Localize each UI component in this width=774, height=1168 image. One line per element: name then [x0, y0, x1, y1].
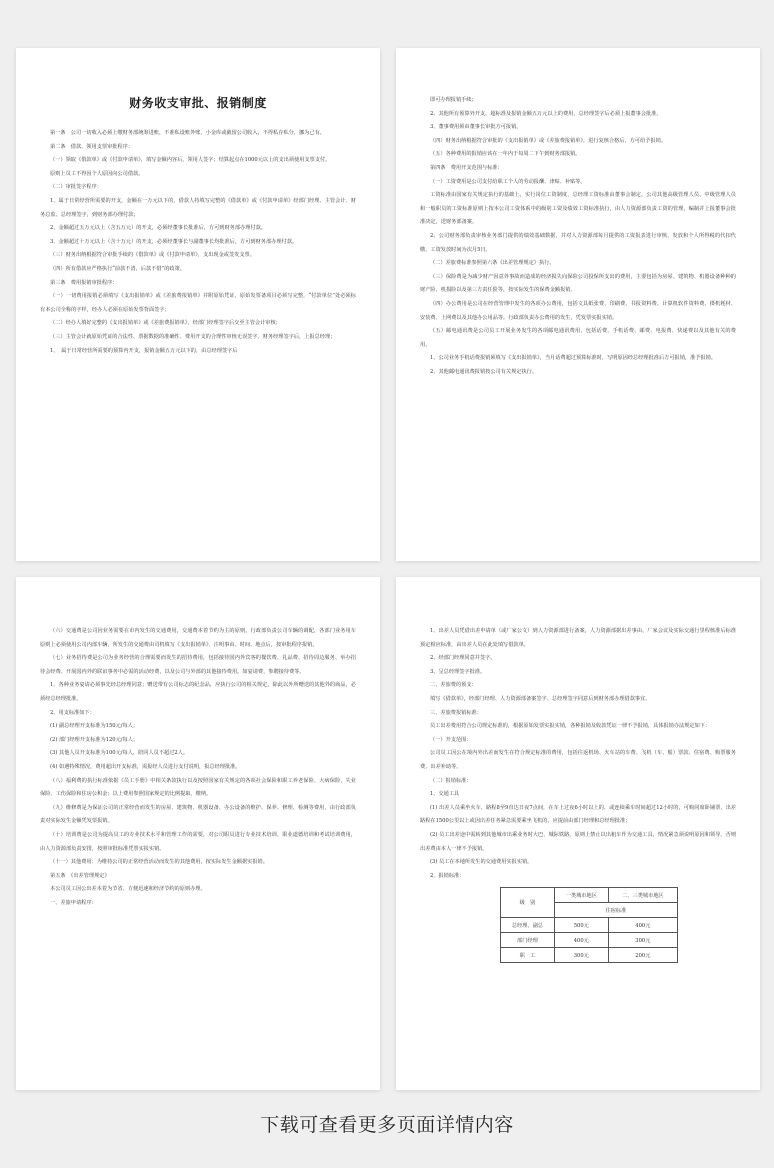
paragraph: 本公司员工因公出差本着为节省、方便迅速和经济节约的原则办理。 — [50, 886, 206, 893]
table-cell: 300元 — [608, 933, 677, 948]
reimbursement-table-wrap — [420, 887, 736, 963]
table-cell: 400元 — [554, 933, 608, 948]
paragraph: 第一条 公司一切收入必须上缴财务部统筹进账，不准私设账外账、小金库或截留公司收入，不得私存私分，挪为己有。 — [50, 130, 325, 136]
paragraph: 工资标准由国家有关规定执行的基础上，实行岗位工资制度，总经理工资标准由董事会制定，公司其他高级管理人员、中级管理人员和一般职员的工资标准原则上按本公司工资体系中的级别工资及绩效工资标准执行，由人力资源部负责工资的管理，编制并上报董事会批准决定，送财务部备案。 — [420, 192, 736, 226]
paragraph: (1) 副总经理开支标准为150元/每人； — [50, 723, 139, 730]
paragraph: （五）邮电通讯费是公司员工开展业务发生的各项邮电通讯费用，包括话费、手机话费、邮费、电报费、快递费以及其他有关的费用。 — [420, 328, 736, 348]
table-row — [501, 918, 678, 933]
paragraph: 1、 属于日常经营所需要的预算内开支，报销金额五万元以下的，由总经理签字后 — [50, 347, 238, 354]
paragraph: (1) 出差人员乘坐火车，路程8至9直达日夜7点间，在车上过夜6小时以上的，或连续乘车时间超过12小时的，可购同席卧铺票，出差路程在1500公里以上或因出差任务紧急需要乘坐飞机的，应提前由部门经理和总经理批准； — [420, 804, 736, 825]
table-header-cell: 一类城市地区 — [554, 888, 608, 903]
paragraph: 2、其他所有预算外开支，超标准及报销金额五万元以上的费用，总经理签字后必须上报董事会批准。 — [430, 110, 662, 117]
paragraph: 第五条 《出差管理规定》 — [50, 872, 110, 879]
paragraph: （二）报销标准： — [430, 777, 472, 784]
paragraph: 原则上员工不得因个人原因向公司借款。 — [50, 170, 144, 177]
paragraph: （三）保险费是为减少财产因意外事故而造成的经济损失向保险公司投保所支出的费用，主要包括为房屋、建筑物、机器设备种种的财产险、机损险以及第三方责任险等，按实际发生的保费金额报销。 — [420, 273, 736, 294]
page-2-body — [420, 94, 736, 379]
paragraph: 第三条 费用报销审批程序： — [50, 279, 118, 286]
table-subheader-cell: 住宿标准 — [554, 903, 677, 918]
reimbursement-standard-table — [500, 887, 678, 963]
paragraph: 2、经部门经理同意并签字。 — [430, 655, 496, 662]
paragraph: （六）交通费是公司因业务需要在市内发生的交通费用，交通费本着节约为主的原则，行政部负责公司车辆的调配，各部门业务用车原则上必须使用公司内部车辆，所发生的交通费由司机填写《支出报销单》，注明事由、时间、地点后，按审批程序报销。 — [40, 628, 356, 648]
paragraph: 三、差旅费报销标准： — [430, 709, 482, 716]
paragraph: （八）福利费的执行标准依据《员工手册》中相关条款执行以及按照国家有关规定的各项社会保险和职工养老保险、大病保险、失业保险、工伤保险和住房公积金；以上费用参照国家规定的比例提取、缴纳。 — [40, 777, 356, 798]
table-row — [501, 933, 678, 948]
paragraph: 2、金额超过五万元以上（含五万元）的开支，必须经董事长批准后，方可到财务部办理付款。 — [50, 225, 266, 232]
paragraph: （四）财务出纳根据符合审批的《支出报销单》或《差旅费报销单》，进行复核合格后，方可给予报销。 — [430, 137, 667, 144]
paragraph: (2) 员工出差途中需转到其他城市出乘业务时大巴、城际铁路，原则上禁止以出租车作为交通工具，情况紧急须说明原因和领导，否则出差费由本人一律不予报销。 — [420, 831, 736, 852]
document-page-3 — [16, 577, 380, 1090]
paragraph: 3、董事费用须由董事长审批方可报销。 — [430, 124, 522, 131]
document-page-2 — [396, 48, 760, 561]
paragraph: （三）财务出纳根据符合审批手续的《借款单》或《付款申请单》，支出现金或签发支票。 — [50, 252, 255, 259]
document-page-1 — [16, 48, 380, 561]
download-more-caption: 下载可查看更多页面详情内容 — [260, 1114, 514, 1136]
paragraph: （二）差旅费标准参照第六条《出差管理规定》执行。 — [430, 260, 555, 267]
paragraph: 员工出差费用符合公司规定标准的，根据原始发票实报实销，各种报销及收款凭证一律不予报销，具体报销办法规定如下： — [430, 723, 711, 730]
table-cell: 500元 — [554, 918, 608, 933]
paragraph: （三）主管会计就原始凭证的合法性、票据数据的准确性、费用开支的合理性审核无误签字，财务经理签字后，上报总经理； — [50, 333, 336, 340]
paragraph: 2、公司财务部负责审核业务部门提供的绩效基础数据，并对人力资源部每月提供的工资报表进行审核、发放和个人所得税的代扣代缴，工资发放时间为次月5日。 — [420, 232, 736, 253]
paragraph: （五）各种费用的报销应该在一年内于每周二下午到财务部报销。 — [430, 151, 581, 158]
paragraph: 1、各种业务宴请必须事先经总经理同意；赠送带有公司标志的纪念品，应执行公司的相关规定，除此以外所赠送的其他外的商品，必须经总经理批准。 — [40, 682, 356, 702]
table-cell: 职 工 — [501, 948, 555, 963]
paragraph: (3) 其他人员开支标准为100元/每人，陪同人员不超过2人。 — [50, 750, 189, 757]
page-1-body — [40, 127, 356, 358]
paragraph: （十一）其他费用：为维持公司的正常经营活动而发生的其他费用，按实际发生金额据实报销。 — [50, 859, 268, 866]
paragraph: 第四条 费用开支范围与标准： — [430, 164, 503, 171]
table-cell: 部门经理 — [501, 933, 555, 948]
paragraph: （四）办公费用是公司在经营管理中发生的各项办公费用，包括文具纸张费、印刷费、书报资料费、计算机软件资料费、摄机耗材、安装费、上网费以及其他办公用品等。行政部负责办公费用的发生，凭发票实报实销。 — [420, 300, 736, 321]
table-header-row — [501, 888, 678, 903]
paragraph: 2、报销标准： — [430, 872, 465, 879]
paragraph: 1、交通工具 — [430, 791, 460, 798]
paragraph: 公司员工因公在境内外出差而发生在符合规定标准的费用，包括往返机场、火车站的车费、飞机（车、船）票款、住宿费、购票服务费、出差补助等。 — [420, 750, 736, 770]
paragraph: (3) 员工在本地所发生的交通费用实报实销。 — [430, 859, 533, 866]
document-title: 财务收支审批、报销制度 — [129, 96, 267, 110]
paragraph: (2) 部门经理开支标准为120元/每人； — [50, 736, 139, 743]
paragraph: 2、其他邮电通讯费报销按公司有关规定执行。 — [430, 368, 538, 375]
paragraph: 1、属于日常经营所需要的开支，金额在一万元以下的，借款人持填写完整的《借款单》或《付款申请单》经部门经理、主管会计、财务总监、总经理签字，到财务部办理付款； — [40, 197, 356, 218]
table-cell: 300元 — [554, 948, 608, 963]
paragraph: （二）审批签字程序： — [50, 184, 102, 191]
paragraph: （四）所有借款应严格执行“前款不清，后款不借”的政策。 — [50, 265, 185, 272]
paragraph: 二、差旅费的预支： — [430, 682, 477, 689]
paragraph: （一）开支范围： — [430, 736, 472, 743]
table-header-cell: 二、三类城市地区 — [608, 888, 677, 903]
paragraph: （一）工资费用是公司支付给职工个人的劳动报酬、津贴、补贴等。 — [430, 178, 586, 185]
table-cell: 400元 — [608, 918, 677, 933]
paragraph: 即可办理报销手续； — [430, 97, 477, 103]
paragraph: （一）领取《借款单》或《付款申请单》，填写金额内容后，领用人签字；结算起点在1000元以上的支出须使用支票支付。 — [50, 157, 331, 164]
paragraph: 3、呈总经理签字批准。 — [430, 668, 486, 675]
paragraph: 3、金额超过十万元以上（含十万元）的开支，必须经董事长与副董事长均批准后，方可到财务部办理付款。 — [50, 238, 298, 245]
paragraph: (4) 如遇特殊情况，费用超出开支标准，需报经人员进行支付说明，报总经理批准。 — [50, 763, 241, 770]
paragraph: 一、差旅申请程序： — [50, 899, 97, 906]
page-4-body — [420, 625, 736, 883]
page-3-body — [40, 625, 356, 910]
paragraph: 1、公司业务手机话费报销须填写《支出报销单》，当月话费超过预算标准时，写明原因经总经理批准后方可报销，准予报销。 — [430, 355, 717, 362]
table-row — [501, 948, 678, 963]
paragraph: （一）一切费用报销必须填写《支出报销单》或《差旅费报销单》并附原始凭证，原始发票备项目必须写完整，“付款单位”处必须标有本公司全称的字样，经办人必须在原始发票背面签字； — [40, 293, 356, 313]
paragraph: 第二条 借款、领用支票审批程序： — [50, 143, 134, 150]
table-cell: 200元 — [608, 948, 677, 963]
paragraph: 填写《借款单》，经部门经理、人力资源部备案签字、总经理签字同意后到财务部办理借款事宜。 — [430, 695, 651, 702]
paragraph: 1、出差人员凭借出差申请单（或厂家公文）到人力资源部进行备案，人力资源部据出差事由、厂家会议及实际交通行里程核准后标准预定相应标准，由出差人员在此处填写借款单。 — [420, 628, 736, 648]
table-cell: 总经理、副总 — [501, 918, 555, 933]
table-header-cell: 级 别 — [501, 888, 555, 918]
document-page-4 — [396, 577, 760, 1090]
paragraph: （二）经办人填好完整的《支出报销单》或《差旅费报销单》，经部门经理签字后交至主管会计审核； — [50, 320, 281, 327]
paragraph: 2、用支标准如下： — [50, 709, 95, 716]
paragraph: （九）维修费是为保证公司的正常经营而发生的房屋、建筑物、机器设备、办公设备的维护、保养、修理、检测等费用，由行政部负责对实际发生金额凭发票报销。 — [40, 804, 356, 825]
paragraph: （十）培训费是公司为提高员工的专业技术水平和管理工作的需要，对公司职员进行专业技术培训、职业道德培训和考试培训费用，由人力资源部负责安排，按照审批标准凭票实报实销。 — [40, 831, 356, 852]
paragraph: （七）业务招待费是公司为业务经营的合理需要而发生的招待费用，包括接待国内外宾客的餐饮费、礼品费、招待周边服务、举办招待会经费、开展国内外的联谊事务中必需的活动经费，以及公司与外部的其他接待费用。如宴请费、参聘接待费等。 — [40, 655, 356, 675]
